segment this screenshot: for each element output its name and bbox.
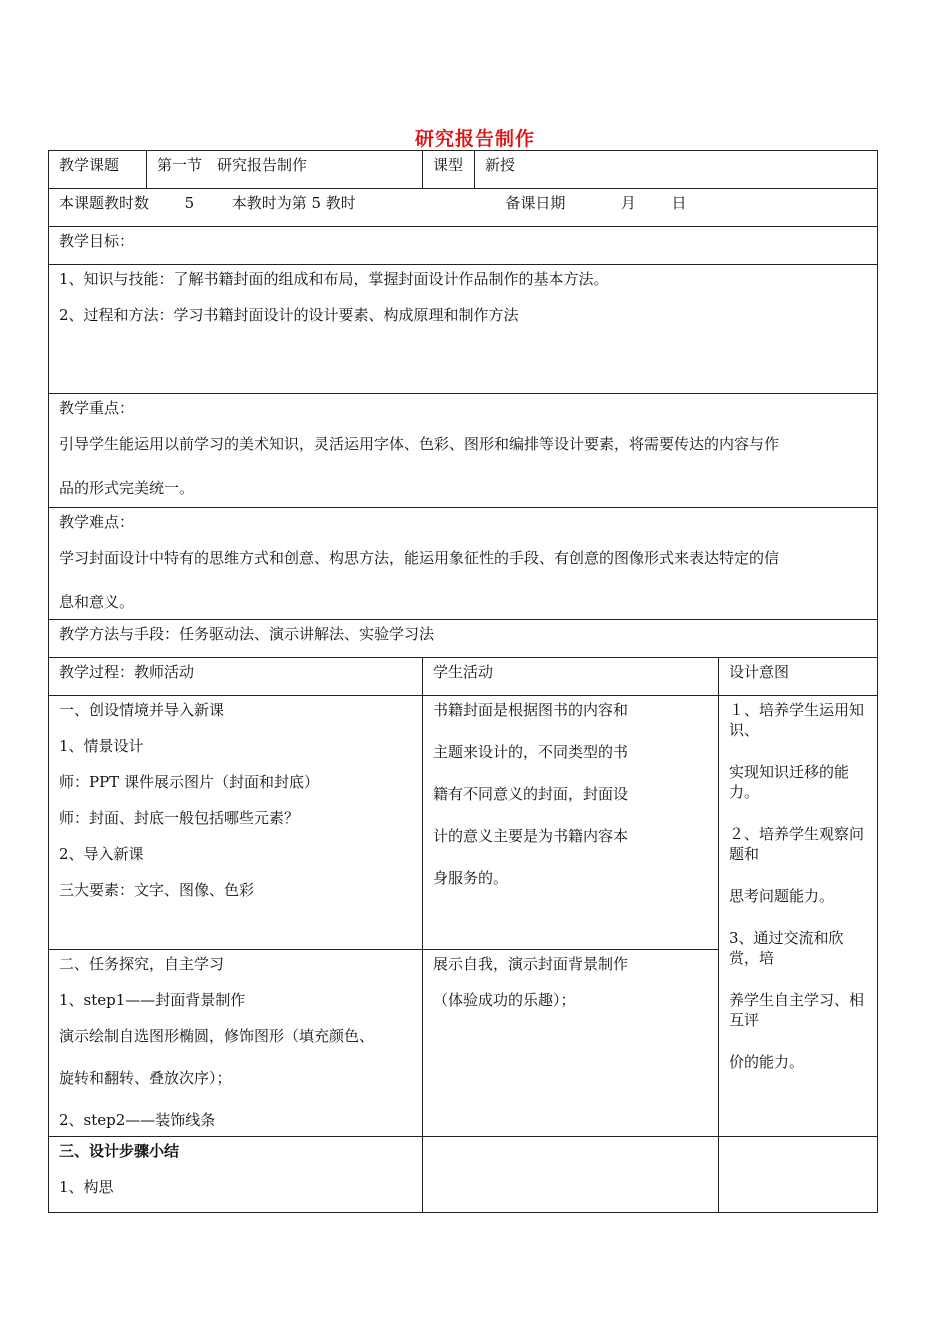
teacher-activity-3: [49, 1137, 423, 1213]
intent-column-header: 设计意图: [719, 658, 878, 696]
student-line: 主题来设计的，不同类型的书: [433, 743, 629, 761]
teacher-line: 1、step1——封面背景制作: [59, 991, 246, 1009]
student-line: 籍有不同意义的封面，封面设: [433, 785, 629, 803]
current-hour-label: 本教时为第 5 教时: [231, 194, 356, 212]
design-intent: [719, 696, 878, 1137]
teacher-line: 三、设计步骤小结: [59, 1142, 180, 1160]
teacher-line: 2、step2——装饰线条: [59, 1111, 216, 1129]
key-points-heading: 教学重点：: [59, 399, 135, 417]
student-line: 身服务的。: [433, 869, 509, 887]
design-intent-3: [719, 1137, 878, 1213]
teacher-column-header: 教学过程：教师活动: [49, 658, 423, 696]
student-activity-2: [423, 950, 719, 1137]
type-value: 新授: [475, 151, 878, 189]
month-label: 月: [620, 194, 636, 212]
objectives-row: [49, 265, 878, 394]
objectives-heading-row: [49, 227, 878, 265]
intent-line: 思考问题能力。: [729, 887, 835, 905]
objectives-heading: 教学目标：: [49, 227, 878, 265]
teacher-line: 一、创设情境并导入新课: [59, 701, 225, 719]
teacher-line: 2、导入新课: [59, 845, 144, 863]
teacher-line: 演示绘制自选图形椭圆，修饰图形（填充颜色、: [59, 1027, 375, 1045]
day-label: 日: [671, 194, 687, 212]
topic-label: 教学课题: [49, 151, 147, 189]
teacher-activity-1: [49, 696, 423, 950]
difficulties-line: 息和意义。: [59, 593, 135, 611]
process-section-3: [49, 1137, 878, 1213]
teacher-line: 师：PPT 课件展示图片（封面和封底）: [59, 773, 319, 791]
intent-line: 实现知识迁移的能力。: [729, 763, 850, 801]
difficulties-cell: [49, 508, 878, 620]
teacher-line: 1、情景设计: [59, 737, 144, 755]
date-label: 备课日期: [505, 194, 566, 212]
teacher-line: 师：封面、封底一般包括哪些元素？: [59, 809, 300, 827]
difficulties-line: 学习封面设计中特有的思维方式和创意、构思方法，能运用象征性的手段、有创意的图像形式来表达特定的信: [59, 549, 780, 567]
teacher-activity-2: [49, 950, 423, 1137]
topic-value: 第一节 研究报告制作: [147, 151, 423, 189]
hours-row: [49, 189, 878, 227]
teacher-line: 1、构思: [59, 1178, 114, 1196]
key-points-row: [49, 394, 878, 508]
methods-row: [49, 620, 878, 658]
key-points-cell: [49, 394, 878, 508]
intent-line: 价的能力。: [729, 1053, 805, 1071]
hours-value: 5: [184, 194, 195, 212]
student-line: 计的意义主要是为书籍内容本: [433, 827, 629, 845]
objective-item: 2、过程和方法：学习书籍封面设计的设计要素、构成原理和制作方法: [59, 306, 519, 324]
topic-row: [49, 151, 878, 189]
intent-line: ２、培养学生观察问题和: [729, 825, 865, 863]
student-activity-3: [423, 1137, 719, 1213]
key-points-line: 品的形式完美统一。: [59, 479, 195, 497]
teacher-line: 三大要素：文字、图像、色彩: [59, 881, 255, 899]
process-section-1: [49, 696, 878, 950]
intent-line: 养学生自主学习、相互评: [729, 991, 865, 1029]
key-points-line: 引导学生能运用以前学习的美术知识，灵活运用字体、色彩、图形和编排等设计要素，将需要传达的内容与作: [59, 435, 780, 453]
hours-label: 本课题教时数: [59, 194, 150, 212]
student-line: 书籍封面是根据图书的内容和: [433, 701, 629, 719]
intent-line: １、培养学生运用知识、: [729, 701, 865, 739]
lesson-plan-table: [48, 150, 878, 1213]
type-label: 课型: [423, 151, 475, 189]
teacher-line: 旋转和翻转、叠放次序）；: [59, 1069, 232, 1087]
objectives-cell: [49, 265, 878, 394]
document-title: 研究报告制作: [414, 128, 535, 150]
teacher-line: 二、任务探究，自主学习: [59, 955, 225, 973]
objective-item: 1、知识与技能：了解书籍封面的组成和布局，掌握封面设计作品制作的基本方法。: [59, 270, 609, 288]
student-column-header: 学生活动: [423, 658, 719, 696]
process-header-row: [49, 658, 878, 696]
difficulties-row: [49, 508, 878, 620]
hours-cell: [49, 189, 878, 227]
student-line: 展示自我，演示封面背景制作: [433, 955, 629, 973]
intent-line: 3、通过交流和欣赏，培: [729, 929, 844, 967]
student-line: （体验成功的乐趣）；: [433, 991, 576, 1009]
methods-cell: 教学方法与手段：任务驱动法、演示讲解法、实验学习法: [49, 620, 878, 658]
student-activity-1: [423, 696, 719, 950]
difficulties-heading: 教学难点：: [59, 513, 135, 531]
